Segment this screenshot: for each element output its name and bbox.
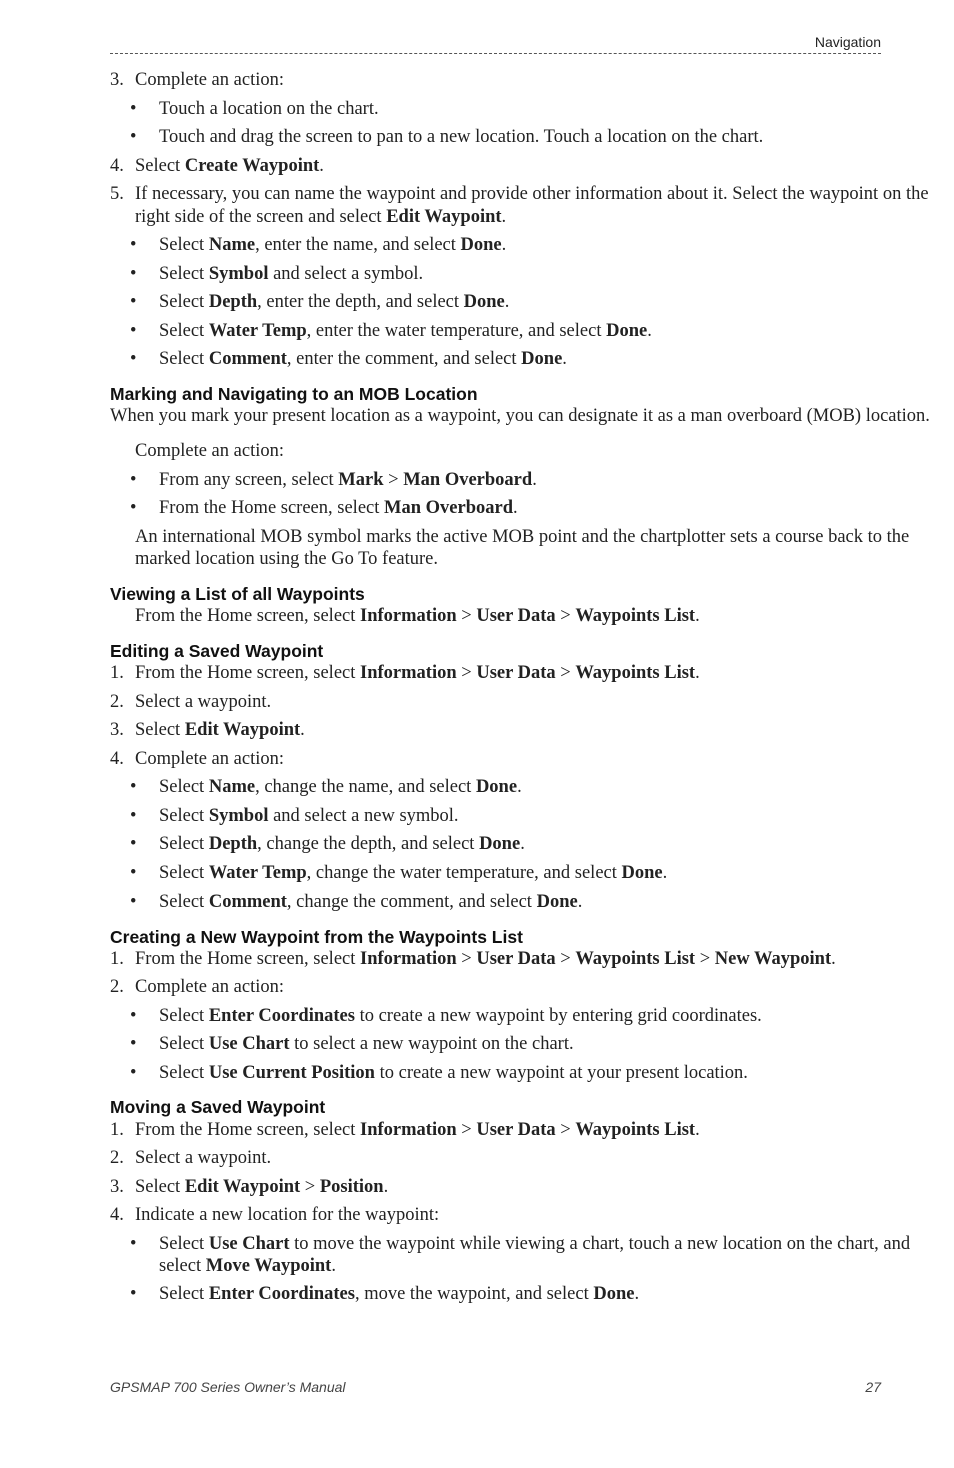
step-text: Select a waypoint. — [135, 1148, 272, 1168]
paragraph-cont: marked location using the Go To feature. — [135, 549, 439, 569]
step-text: Select Edit Waypoint > Position. — [135, 1177, 389, 1197]
bullet: • — [130, 806, 137, 826]
paragraph: An international MOB symbol marks the active MOB point and the chartplotter sets a course back to the — [135, 527, 910, 547]
bullet-text: Touch a location on the chart. — [159, 99, 379, 119]
header-section-label: Navigation — [814, 34, 881, 50]
paragraph: From the Home screen, select Information > User Data > Waypoints List. — [135, 606, 700, 626]
bullet: • — [130, 1006, 137, 1026]
step-number: 4. — [110, 156, 124, 176]
bullet-text: Select Name, enter the name, and select Done. — [159, 235, 507, 255]
step-text: If necessary, you can name the waypoint and provide other information about it. Select the waypoint on the — [135, 184, 929, 204]
step-text: Indicate a new location for the waypoint: — [135, 1205, 440, 1225]
bullet: • — [130, 127, 137, 147]
section-heading: Moving a Saved Waypoint — [110, 1097, 326, 1117]
page-number: 27 — [865, 1379, 881, 1395]
bullet: • — [130, 292, 137, 312]
paragraph: When you mark your present location as a waypoint, you can designate it as a man overboard (MOB) location. — [110, 406, 930, 426]
bullet: • — [130, 834, 137, 854]
step-number: 3. — [110, 70, 124, 90]
bullet: • — [130, 863, 137, 883]
bullet-text: Select Comment, enter the comment, and select Done. — [159, 349, 567, 369]
bullet-text: Select Enter Coordinates, move the waypoint, and select Done. — [159, 1284, 640, 1304]
bullet: • — [130, 777, 137, 797]
step-text: From the Home screen, select Information > User Data > Waypoints List. — [135, 1120, 700, 1140]
step-text: Complete an action: — [135, 749, 284, 769]
bullet-text: Select Symbol and select a symbol. — [159, 264, 424, 284]
bullet: • — [130, 1034, 137, 1054]
bullet-text: Select Use Current Position to create a new waypoint at your present location. — [159, 1063, 748, 1083]
step-text: Select a waypoint. — [135, 692, 272, 712]
bullet: • — [130, 892, 137, 912]
step-number: 3. — [110, 720, 124, 740]
step-number: 1. — [110, 663, 124, 683]
bullet: • — [130, 1234, 137, 1254]
step-text: From the Home screen, select Information > User Data > Waypoints List. — [135, 663, 700, 683]
bullet-text: Select Use Chart to move the waypoint while viewing a chart, touch a new location on the chart, and — [159, 1234, 911, 1254]
step-number: 1. — [110, 1120, 124, 1140]
step-text: Complete an action: — [135, 977, 284, 997]
bullet-text: From the Home screen, select Man Overboard. — [159, 498, 518, 518]
step-text-cont: right side of the screen and select Edit Waypoint. — [135, 207, 507, 227]
bullet-text: Select Depth, enter the depth, and select Done. — [159, 292, 510, 312]
bullet: • — [130, 264, 137, 284]
bullet-text: Select Water Temp, enter the water temperature, and select Done. — [159, 321, 652, 341]
section-heading: Marking and Navigating to an MOB Location — [110, 384, 478, 404]
step-text: Complete an action: — [135, 70, 284, 90]
running-header — [110, 33, 881, 54]
bullet: • — [130, 1063, 137, 1083]
bullet: • — [130, 498, 137, 518]
bullet-text-cont: select Move Waypoint. — [159, 1256, 336, 1276]
bullet-text: Touch and drag the screen to pan to a new location. Touch a location on the chart. — [159, 127, 764, 147]
step-number: 2. — [110, 692, 124, 712]
bullet: • — [130, 321, 137, 341]
step-text: Select Create Waypoint. — [135, 156, 324, 176]
step-number: 3. — [110, 1177, 124, 1197]
bullet: • — [130, 1284, 137, 1304]
footer-manual-title: GPSMAP 700 Series Owner’s Manual — [110, 1379, 346, 1395]
step-number: 1. — [110, 949, 124, 969]
step-number: 5. — [110, 184, 124, 204]
bullet-text: Select Enter Coordinates to create a new waypoint by entering grid coordinates. — [159, 1006, 762, 1026]
paragraph: Complete an action: — [135, 441, 284, 461]
step-number: 2. — [110, 977, 124, 997]
bullet-text: Select Name, change the name, and select Done. — [159, 777, 522, 797]
bullet: • — [130, 99, 137, 119]
bullet-text: Select Water Temp, change the water temperature, and select Done. — [159, 863, 668, 883]
bullet-text: Select Use Chart to select a new waypoint on the chart. — [159, 1034, 574, 1054]
bullet: • — [130, 349, 137, 369]
step-number: 4. — [110, 749, 124, 769]
bullet: • — [130, 235, 137, 255]
step-text: From the Home screen, select Information > User Data > Waypoints List > New Waypoint. — [135, 949, 836, 969]
section-heading: Viewing a List of all Waypoints — [110, 584, 365, 604]
section-heading: Creating a New Waypoint from the Waypoints List — [110, 927, 523, 947]
bullet: • — [130, 470, 137, 490]
bullet-text: From any screen, select Mark > Man Overboard. — [159, 470, 537, 490]
section-heading: Editing a Saved Waypoint — [110, 641, 324, 661]
bullet-text: Select Comment, change the comment, and select Done. — [159, 892, 583, 912]
step-text: Select Edit Waypoint. — [135, 720, 305, 740]
step-number: 4. — [110, 1205, 124, 1225]
step-number: 2. — [110, 1148, 124, 1168]
bullet-text: Select Depth, change the depth, and select Done. — [159, 834, 525, 854]
bullet-text: Select Symbol and select a new symbol. — [159, 806, 459, 826]
